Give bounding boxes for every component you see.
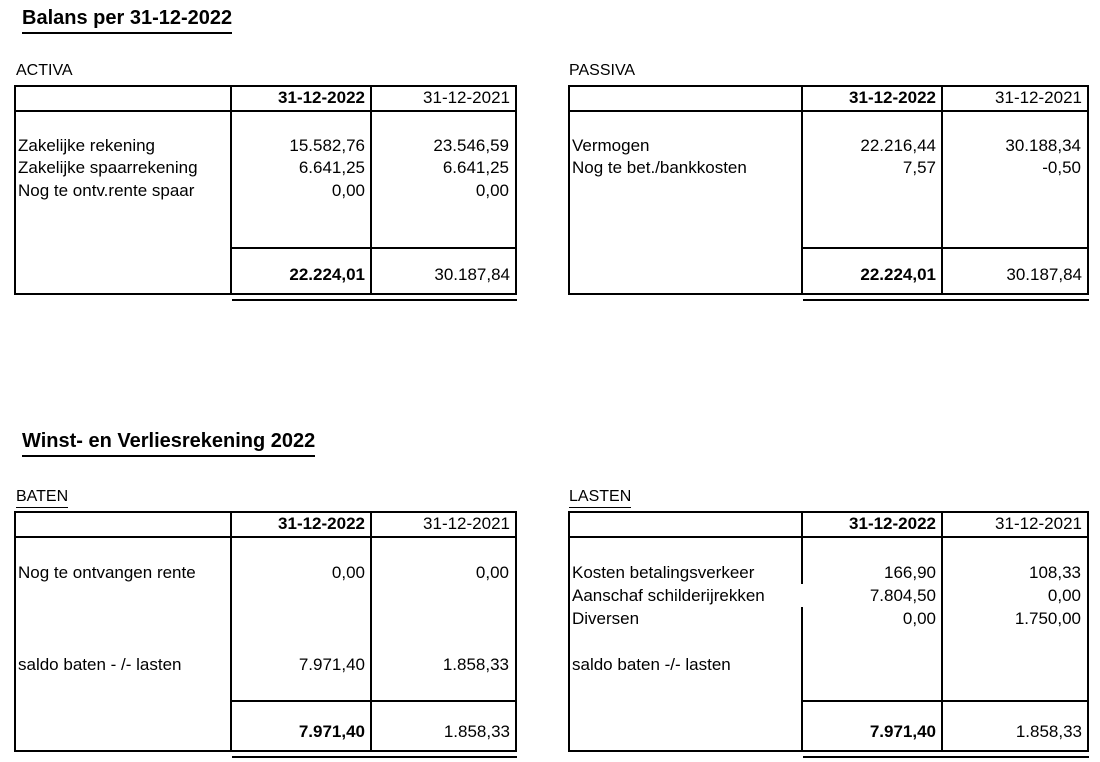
- table-row: [16, 561, 515, 584]
- total-2022: 22.224,01: [803, 247, 943, 293]
- value-2022: 0,00: [232, 180, 372, 203]
- total-2021: 1.858,33: [372, 700, 515, 750]
- value-2022: 0,00: [232, 561, 372, 584]
- column-header-2021: 31-12-2021: [372, 87, 515, 112]
- blank-row: [570, 677, 1087, 700]
- table-row: [570, 157, 1087, 180]
- table-row: [570, 561, 1087, 584]
- passiva-section-label: PASSIVA: [569, 62, 636, 79]
- passiva-double-underline: [803, 299, 1089, 301]
- balans-title: Balans per 31-12-2022: [22, 7, 232, 34]
- baten-table: [14, 511, 517, 752]
- lasten-double-underline: [803, 756, 1089, 758]
- row-label: Diversen: [570, 607, 803, 630]
- blank-row: [570, 112, 1087, 135]
- activa-table: [14, 85, 517, 295]
- header-empty-cell: [16, 513, 232, 538]
- lasten-table: [568, 511, 1089, 752]
- column-header-2022: 31-12-2022: [803, 513, 943, 538]
- activa-header-row: [16, 87, 515, 112]
- value-2021: 0,00: [475, 562, 509, 582]
- header-empty-cell: [570, 513, 803, 538]
- table-row: [570, 654, 1087, 677]
- passiva-header-row: [570, 87, 1087, 112]
- total-label: [16, 700, 232, 750]
- row-label: Vermogen: [570, 135, 803, 158]
- value-2021: 0,00: [475, 180, 509, 200]
- value-2021: -0,50: [1042, 158, 1081, 178]
- table-row: [16, 135, 515, 158]
- column-header-2022: 31-12-2022: [232, 87, 372, 112]
- blank-row: [16, 112, 515, 135]
- value-2022: 0,00: [803, 607, 943, 630]
- blank-row: [570, 631, 1087, 654]
- row-label: Nog te ontvangen rente: [16, 561, 232, 584]
- lasten-header-row: [570, 513, 1087, 538]
- total-2022: 22.224,01: [232, 247, 372, 293]
- total-2021: 30.187,84: [943, 247, 1087, 293]
- activa-double-underline: [232, 299, 517, 301]
- winst-verlies-title: Winst- en Verliesrekening 2022: [22, 430, 315, 457]
- value-2022: 166,90: [803, 561, 943, 584]
- total-label: [570, 247, 803, 293]
- value-2022: 22.216,44: [803, 135, 943, 158]
- row-label: saldo baten -/- lasten: [570, 654, 803, 677]
- total-2022: 7.971,40: [803, 700, 943, 750]
- blank-row: [16, 202, 515, 225]
- row-label: Nog te ontv.rente spaar: [16, 180, 232, 203]
- total-row: [16, 247, 515, 293]
- total-row: [570, 247, 1087, 293]
- blank-row: [570, 225, 1087, 248]
- row-label: Zakelijke spaarrekening: [16, 157, 232, 180]
- blank-row: [16, 631, 515, 654]
- value-2022: 15.582,76: [232, 135, 372, 158]
- column-header-2022: 31-12-2022: [232, 513, 372, 538]
- table-row: [570, 607, 1087, 630]
- row-label: Kosten betalingsverkeer: [570, 561, 803, 584]
- activa-section-label: ACTIVA: [16, 62, 73, 79]
- baten-double-underline: [232, 756, 517, 758]
- value-2022: [803, 654, 943, 677]
- blank-row: [570, 202, 1087, 225]
- row-label: Nog te bet./bankkosten: [570, 157, 803, 180]
- table-row: [16, 180, 515, 203]
- table-row: [570, 135, 1087, 158]
- total-label: [570, 700, 803, 750]
- total-row: [570, 700, 1087, 750]
- blank-row: [570, 538, 1087, 561]
- column-header-2021: 31-12-2021: [943, 87, 1087, 112]
- header-empty-cell: [570, 87, 803, 112]
- column-header-2021: 31-12-2021: [372, 513, 515, 538]
- baten-section-label: BATEN: [16, 488, 68, 508]
- blank-row: [16, 677, 515, 700]
- value-2021: 30.188,34: [1005, 135, 1081, 155]
- blank-row: [16, 225, 515, 248]
- value-2021: 0,00: [1047, 585, 1081, 605]
- table-row: [16, 654, 515, 677]
- value-2021: 23.546,59: [433, 135, 509, 155]
- table-row: [570, 584, 1087, 607]
- value-2021: 1.750,00: [1014, 608, 1081, 628]
- column-header-2022: 31-12-2022: [803, 87, 943, 112]
- header-empty-cell: [16, 87, 232, 112]
- column-header-2021: 31-12-2021: [943, 513, 1087, 538]
- row-label: saldo baten - /- lasten: [16, 654, 232, 677]
- value-2022: 7,57: [803, 157, 943, 180]
- value-2021: 108,33: [1029, 562, 1081, 582]
- blank-row: [570, 180, 1087, 203]
- baten-header-row: [16, 513, 515, 538]
- row-label: Aanschaf schilderijrekken: [572, 585, 765, 605]
- value-2021: [943, 654, 1087, 677]
- blank-row: [16, 607, 515, 630]
- total-2021: 30.187,84: [372, 247, 515, 293]
- total-row: [16, 700, 515, 750]
- row-label: Zakelijke rekening: [16, 135, 232, 158]
- blank-row: [16, 538, 515, 561]
- value-2021: 6.641,25: [442, 158, 509, 178]
- passiva-table: [568, 85, 1089, 295]
- total-label: [16, 247, 232, 293]
- total-2021: 1.858,33: [943, 700, 1087, 750]
- total-2022: 7.971,40: [232, 700, 372, 750]
- value-2021: 1.858,33: [442, 655, 509, 675]
- value-2022: 7.971,40: [232, 654, 372, 677]
- blank-row: [16, 584, 515, 607]
- value-2022: 6.641,25: [232, 157, 372, 180]
- table-row: [16, 157, 515, 180]
- value-2022: 7.804,50: [803, 584, 943, 607]
- lasten-section-label: LASTEN: [569, 488, 631, 508]
